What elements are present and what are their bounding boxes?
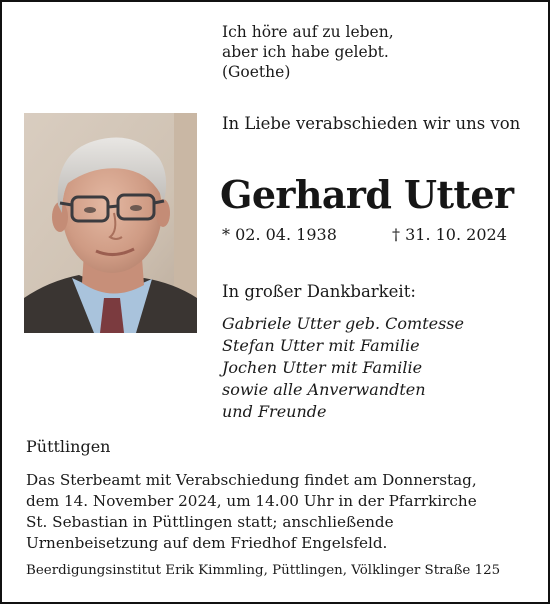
birth-date: * 02. 04. 1938 [222,225,337,244]
quote-line: aber ich habe gelebt. [222,43,389,61]
funeral-home: Beerdigungsinstitut Erik Kimmling, Püttlingen, Völklinger Straße 125 [26,563,501,578]
funeral-notice [26,470,477,554]
goethe-quote [222,22,394,82]
farewell-intro: In Liebe verabschieden wir uns von [222,114,521,133]
notice-line: dem 14. November 2024, um 14.00 Uhr in der Pfarrkirche [26,492,477,510]
mourner-line: Stefan Utter mit Familie [222,336,420,355]
notice-line: Das Sterbeamt mit Verabschiedung findet am Donnerstag, [26,471,477,489]
quote-author: (Goethe) [222,63,291,81]
portrait-image [24,113,197,333]
mourner-line: und Freunde [222,402,327,421]
mourner-line: Jochen Utter mit Familie [222,358,423,377]
notice-line: Urnenbeisetzung auf dem Friedhof Engelsfeld. [26,534,388,552]
mourner-line: Gabriele Utter geb. Comtesse [222,314,464,333]
portrait-photo [24,113,197,333]
gratitude-heading: In großer Dankbarkeit: [222,282,416,301]
mourners-list [222,313,464,423]
mourner-line: sowie alle Anverwandten [222,380,426,399]
notice-line: St. Sebastian in Püttlingen statt; anschließende [26,513,394,531]
death-date: † 31. 10. 2024 [392,225,507,244]
city-name: Püttlingen [26,437,111,456]
quote-line: Ich höre auf zu leben, [222,23,394,41]
deceased-name: Gerhard Utter [220,172,514,217]
